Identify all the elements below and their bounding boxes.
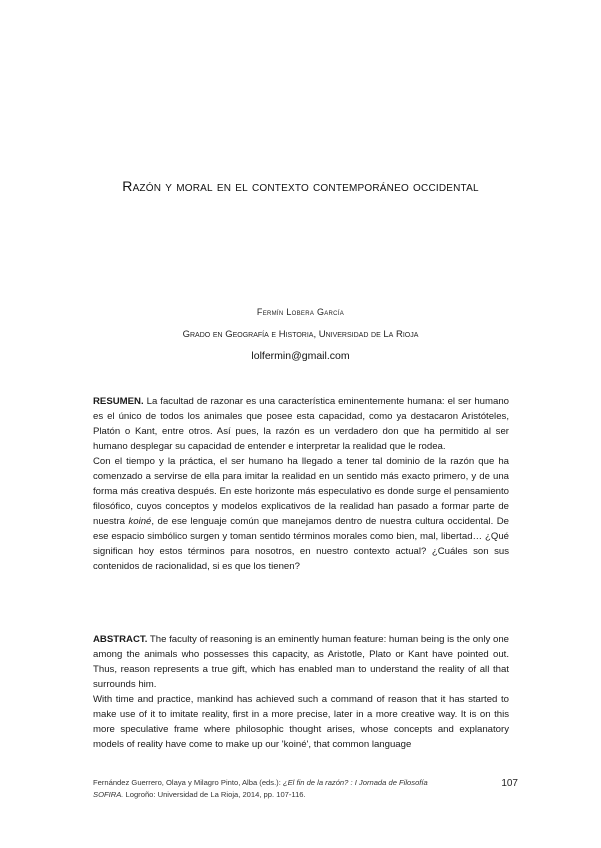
- abstract-label: ABSTRACT.: [93, 634, 148, 645]
- abstract-paragraph-1: [93, 632, 509, 692]
- citation-title: ¿El fin de la razón? : I Jornada de Filosofía SOFIRA.: [93, 778, 428, 799]
- abstract-text-1: The faculty of reasoning is an eminently human feature: human being is the only one among the animals who possesses this capacity, as Aristotle, Plato or Kant have pointed out. Thus, reason represents a true gift, which has enabled man to understand the reality of all that surrounds him.: [93, 634, 509, 690]
- title-rest: azón y moral en el contexto contemporáneo occidental: [132, 178, 479, 194]
- article-title: [0, 178, 601, 194]
- citation-publisher: Logroño: Universidad de La Rioja, 2014, pp. 107-116.: [125, 790, 306, 799]
- author-affiliation: Grado en Geografía e Historia, Universidad de La Rioja: [182, 329, 419, 340]
- resumen-label: RESUMEN.: [93, 396, 144, 407]
- resumen-paragraph-2: [93, 454, 509, 574]
- abstract-section: [93, 632, 509, 752]
- author-name: Fermín Lobera García: [256, 307, 345, 317]
- author-email: lolfermin@gmail.com: [251, 350, 350, 362]
- resumen-text-2a: Con el tiempo y la práctica, el ser humano ha llegado a tener tal dominio de la razón que ha comenzado a servirse de ella para imitar la realidad en un sentido más exacto primero, y de una forma más creativa después. En este horizonte más especulativo es donde surge el pensamiento filosófico, cuyos conceptos y modelos explicativos de la realidad han pasado a formar parte de nuestra: [93, 456, 509, 527]
- resumen-text-1: La facultad de razonar es una característica eminentemente humana: el ser humano es el único de todos los animales que posee esta capacidad, como ya destacaron Aristóteles, Platón o Kant, entre otros. Así pues, la razón es un verdadero don que ha permitido al ser humano desplegar su capacidad de entender e interpretar la realidad que le rodea.: [93, 396, 509, 452]
- resumen-paragraph-1: [93, 394, 509, 454]
- title-initial: R: [122, 178, 133, 194]
- page-number: 107: [501, 778, 518, 789]
- resumen-section: [93, 394, 509, 574]
- abstract-paragraph-2: With time and practice, mankind has achieved such a command of reason that it has started to make use of it to imitate reality, first in a more precise, later in a more creative way. It is on this more speculative frame where philosophic thought arises, whose concepts and explanatory models of reality have come to make up our 'koiné', that common language: [93, 694, 509, 750]
- resumen-text-2b: , de ese lenguaje común que manejamos dentro de nuestra cultura occidental. De ese espacio simbólico surgen y toman sentido términos morales como bien, mal, libertad… ¿Qué significan hoy estos términos para nosotros, en nuestro contexto actual? ¿Cuáles son sus contenidos de racionalidad, si es que los tienen?: [93, 516, 509, 572]
- citation-editors: Fernández Guerrero, Olaya y Milagro Pinto, Alba (eds.):: [93, 778, 281, 787]
- resumen-koine: koiné: [128, 516, 152, 527]
- citation-footer: [93, 777, 453, 801]
